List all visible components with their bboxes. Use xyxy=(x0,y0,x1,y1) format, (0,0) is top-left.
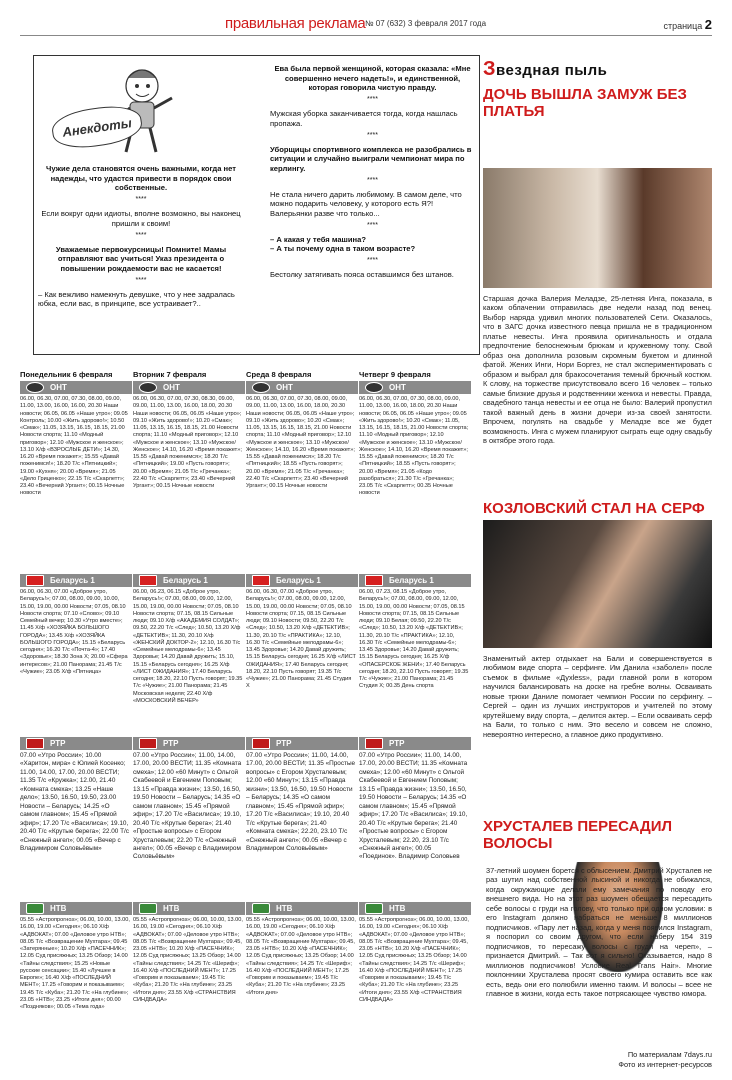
channel-bar-belarus1: Беларусь 1 xyxy=(133,574,245,587)
ntv-logo-icon xyxy=(139,903,157,914)
channel-bar-ntv: НТВ xyxy=(359,902,471,915)
ont-logo-icon xyxy=(139,382,157,393)
jokes-logo: Анекдоты xyxy=(50,102,144,152)
joke-text: Бестолку затягивать пояса оставшимся без штанов. xyxy=(270,270,454,280)
story1-headline: ДОЧЬ ВЫШЛА ЗАМУЖ БЕЗ ПЛАТЬЯ xyxy=(483,86,687,121)
joke-separator: **** xyxy=(367,257,378,265)
ont-logo-icon xyxy=(365,382,383,393)
section-rubric: Звездная пыль xyxy=(483,58,712,80)
joke-separator: **** xyxy=(135,196,147,204)
program-list: 07.00 «Утро России»; 10.00 «Харитон, мира» с Юлией Косенко; 11.00, 14.00, 17.00, 20.00 ВЕСТИ; 11.35 Т/с «Кружка»; 12.00, 21.40 «Комната смеха»; 13.25 «Наше дело»; 13.50, 16.50, 19.50, 23.00 Новости – Беларусь; 14.25 «О самом главном»; 15.45 «Прямой эфир»; 17.20 Т/с «Василиса»; 19.10, 20.40 Т/с «Крутые берега»; 22.00 Т/с «Снежный ангел»; 00.05 «Вечер с Владимиром Соловьёвым» xyxy=(20,752,129,852)
joke-text: Мужская уборка заканчивается тогда, когда нашлась пропажа. xyxy=(270,109,458,128)
jokes-left-column xyxy=(38,164,244,312)
meladze-family-photo xyxy=(483,168,712,288)
page-number: страница 2 xyxy=(663,17,712,32)
joke-separator: **** xyxy=(367,221,378,229)
joke-text: Уборщицы спортивного комплекса не разобрались в ситуации и случайно выиграли чемпионат мира по керлингу. xyxy=(270,144,472,173)
joke-separator: **** xyxy=(367,96,378,104)
newspaper-brand: правильная реклама xyxy=(225,15,366,32)
story3-headline: ХРУСТАЛЕВ ПЕРЕСАДИЛ ВОЛОСЫ xyxy=(483,818,673,853)
rtr-logo-icon xyxy=(365,738,383,749)
tv-program-grid xyxy=(20,370,472,1075)
joke-separator: **** xyxy=(135,231,147,239)
belarus1-logo-icon xyxy=(252,575,270,586)
channel-bar-belarus1: Беларусь 1 xyxy=(246,574,358,587)
channel-bar-rtr: РТР xyxy=(133,737,245,750)
channel-bar-ntv: НТВ xyxy=(20,902,132,915)
jokes-right-column xyxy=(270,64,475,283)
joke-text: Не стала ничего дарить любимому. В самом деле, что можно подарить человеку, у которого есть Я?! Валерьянки разве что только... xyxy=(270,189,462,219)
joke-separator: **** xyxy=(367,176,378,184)
tv-day-column xyxy=(246,370,358,1075)
tv-day-column xyxy=(359,370,471,1075)
day-title: Среда 8 февраля xyxy=(246,370,312,379)
belarus1-logo-icon xyxy=(26,575,44,586)
program-list: 06.00, 06.30, 07.00 «Доброе утро, Беларусь!»; 07.00, 08.00, 09.00, 12.00, 15.00, 19.00, 00.00 Новости; 07.05, 08.10 Новости спорта; 07.15, 08.15 Сильные люди; 09.10 Новости; 09.50, 22.20 Т/с «След»; 10.50, 13.20 Х/ф «ДЕТЕКТИВ»; 11.30, 20.10 Т/с «ПРАКТИКА»; 12.10, 16.30 Т/с «Семейные мелодрамы-6»; 13.45 Здоровье; 14.20 Давай дружить; 15.15 Беларусь сегодня; 16.25 Х/ф «ЛИСТ ОЖИДАНИЯ»; 17.40 Беларусь сегодня; 18.20, 22.10 Пусть говорят; 19.35 Т/с «Чужие»; 21.00 Панорама; 21.45 Студия Х xyxy=(246,589,356,690)
channel-bar-ntv: НТВ xyxy=(133,902,245,915)
joke-text: Уважаемые первокурсницы! Помните! Мамы отправляют вас учиться! Указ президента о повышении рождаемости вас не касается! xyxy=(55,244,227,273)
kozlovsky-photo xyxy=(483,520,712,648)
day-title: Вторник 7 февраля xyxy=(133,370,207,379)
program-list: 07.00 «Утро России»; 11.00, 14.00, 17.00, 20.00 ВЕСТИ; 11.35 «Комната смеха»; 12.00 «60 Минут» с Ольгой Скабеевой и Евгением Поповым; 13.15 «Правда жизни»; 13.50, 16.50, 19.50 Новости – Беларусь; 14.35 «О самом главном»; 15.45 «Прямой эфир»; 17.20 Т/с «Василиса»; 19.10, 20.40 Т/с «Крутые берега»; 21.40 «Простые вопросы» с Егором Хрусталевым; 22.20, 23.10 Т/с «Снежный ангел»; 00.05 «Поединок». Владимир Соловьев xyxy=(359,752,468,861)
story2-headline: КОЗЛОВСКИЙ СТАЛ НА СЕРФ xyxy=(483,500,705,517)
page-header xyxy=(20,10,712,36)
joke-text: Ева была первой женщиной, которая сказала: «Мне совершенно нечего надеть!», и единственной, которая говорила чистую правду. xyxy=(274,64,471,93)
joke-text: Чужие дела становятся очень важными, когда нет надежды, что удастся привести в порядок свои собственные. xyxy=(45,164,236,193)
ntv-logo-icon xyxy=(26,903,44,914)
joke-separator: **** xyxy=(367,131,378,139)
ntv-logo-icon xyxy=(365,903,383,914)
tv-day-column xyxy=(20,370,132,1075)
tv-day-column xyxy=(133,370,245,1075)
joke-text: Если вокруг одни идиоты, вполне возможно, вы наконец пришли к своим! xyxy=(41,209,241,228)
program-list: 05.55 «Астропрогноз»; 06.00, 10.00, 13.00, 16.00, 19.00 «Сегодня»; 06.10 Х/ф «АДВОКАТ»; 07.00 «Деловое утро НТВ»; 08.05 Т/с «Возвращение Мухтара»; 09.45, 23.05 «НТВ»; 10.20 Х/ф «ПАСЕЧНИК»; 12.05 Суд присяжных; 13.25 Обзор; 14.00 «Тайны следствия»; 14.25 Т/с «Шериф»; 16.40 Х/ф «ПОСЛЕДНИЙ МЕНТ»; 17.25 «Говорим и показываем»; 19.45 Т/с «Куба»; 21.20 Т/с «На глубине»; 23.25 «Итоги дня»; 23.55 Х/ф «СТРАНСТВИЯ СИНДБАДА» xyxy=(133,917,243,1003)
story2-text: Знаменитый актер отдыхает на Бали и совершенствуется в любимом виде спорта – серфинге. Им Данила «заболел» после съемок в фильме «Духless», ради главной роли в котором научился балансировать на доске на гребне волны. Осваивать новые трюки Даниле помогает чемпион России по серфингу. – Сергей – один из лучших инструкторов и учителей по этому крутейшему виду спорта, – делится актер. – Если осваивать серф на Бали, то только с ним. Это весело и совсем не сложно, невероятно интересно, а главное дико продуктивно. xyxy=(483,654,712,739)
program-list: 06.00, 06.30, 07.00, 07.30, 08.00, 09.00, 09.00, 11.00, 13.00, 16.00, 18.00, 20.30 Наши новости; 06.05, 06.05 «Наше утро»; 09.10 «Жить здорово»; 10.20 «Смак»; 11.05, 13.15, 16.15, 18.15, 21.00 Новости спорта; 11.10 «Модный приговор»; 12.10 «Мужское и женское»; 13.10 «Мужское/Женское»; 14.10, 16.20 «Время покажет»; 15.55 «Давай поженимся»; 18.20 Т/с «Пятницкий»; 18.55 «Пусть говорят»; 20.00 «Время»; 21.05 Т/с «Гречанка»; 22.40 Т/с «Скарлетт»; 23.40 «Вечерний Ургант»; 00.15 Ночные новости xyxy=(246,396,355,490)
program-list: 07.00 «Утро России»; 11.00, 14.00, 17.00, 20.00 ВЕСТИ; 11.35 «Комната смеха»; 12.00 «60 Минут» с Ольгой Скабеевой и Евгением Поповым; 13.15 «Правда жизни»; 13.50, 16.50, 19.50 Новости – Беларусь; 14.35 «О самом главном»; 15.45 «Прямой эфир»; 17.20 Т/с «Василиса»; 19.10, 20.40 Т/с «Крутые берега»; 21.40 «Простые вопросы» с Егором Хрусталевым; 22.20 Т/с «Снежный ангел»; 00.05 «Вечер с Владимиром Соловьёвым» xyxy=(133,752,242,861)
rtr-logo-icon xyxy=(26,738,44,749)
channel-bar-belarus1: Беларусь 1 xyxy=(20,574,132,587)
belarus1-logo-icon xyxy=(139,575,157,586)
rtr-logo-icon xyxy=(252,738,270,749)
joke-text: – А ты почему одна в таком возрасте? xyxy=(270,244,416,254)
program-list: 06.00, 06.30, 07.00, 07.30, 08.30, 09.00, 09.00, 11.00, 13.00, 16.00, 18.00, 20.30 Наши новости; 06.05, 06.05 «Наше утро»; 09.10 «Жить здорово!»; 10.20 «Смак»; 11.05, 13.15, 16.15, 18.15, 21.00 Новости спорта; 11.10 «Модный приговор»; 12.10 «Мужское и женское»; 13.10 «Мужское/Женское»; 14.10, 16.20 «Время покажет»; 15.55 «Давай поженимся»; 18.20 Т/с «Пятницкий»; 19.00 «Пусть говорят»; 20.00 «Время»; 21.05 Т/с «Гречанка»; 22.40 Т/с «Скарлетт»; 23.40 «Вечерний Ургант»; 00.15 Ночные новости xyxy=(133,396,242,490)
program-list: 05.55 «Астропрогноз»; 06.00, 10.00, 13.00, 16.00, 19.00 «Сегодня»; 06.10 Х/ф «АДВОКАТ»; 07.00 «Деловое утро НТВ»; 08.05 Т/с «Возвращение Мухтара»; 09.45 «Затерянные»; 10.20 Х/ф «ПАСЕЧНИК»; 12.05 Суд присяжных; 13.25 Обзор; 14.00 «Тайны следствия»; 15.25 «Новые русские сенсации»; 15.40 «Лучшее в Европе»; 16.40 Х/ф «ПОСЛЕДНИЙ МЕНТ»; 17.25 «Говорим и показываем»; 19.45 Т/с «Куба»; 21.20 Т/с «На глубине»; 23.05 «НТВ»; 23.25 «Итоги дня»; 00.00 «Поздняков»; 00.05 «Тема года» xyxy=(20,917,130,1011)
channel-bar-ntv: НТВ xyxy=(246,902,358,915)
rtr-logo-icon xyxy=(139,738,157,749)
story3-text: 37-летний шоумен борется с облысением. Дмитрий Хрусталев не раз шутил над собственной лысиной и никогда не обижался, когда окружающие делали ему замечания по поводу его внешнего вида. Но на этот раз шоумен обещается пересадить себе волосы с груди на голову, что только при одном условии: в его Instagram должно набраться не меньше 8 миллионов подписчиков. «Пару лет назад, когда у меня появился Instagram, я поспорил со своим другом, что если наберу 154 319 подписчиков, то пересажу волосы с груди на череп», – признается Дмитрий. – Так вот я сильно! Оказывается, надо 8 миллионов подписчиков! Условие Real Trans Hair». Многие поклонники Хрусталева просят своего кумира оставить все как есть, ведь они его полюбили именно таким. И волосы – всее не главное в жизни, когда есть такое потрясающее чувство юмора. xyxy=(486,866,712,999)
channel-bar-ont: ОНТ xyxy=(20,381,132,394)
day-title: Четверг 9 февраля xyxy=(359,370,431,379)
joke-separator: **** xyxy=(135,276,147,284)
channel-bar-belarus1: Беларусь 1 xyxy=(359,574,471,587)
issue-info: № 07 (632) 3 февраля 2017 года xyxy=(365,19,487,28)
program-list: 06.00, 07.23, 08.15 «Доброе утро, Беларусь!»; 07.00, 08.00, 09.00, 12.00, 15.00, 19.00, 00.00 Новости; 07.05, 08.15 Новости спорта; 07.15, 08.15 Сильные люди; 09.10 Белая; 09.50, 22.20 Т/с «След»; 10.50, 13.20 Х/ф «ДЕТЕКТИВ»; 11.30, 20.10 Т/с «ПРАКТИКА»; 12.10, 16.30 Т/с «Семейные мелодрамы-6»; 13.45 Здоровье; 14.20 Давай дружить; 15.15 Беларусь сегодня; 16.25 Х/ф «ОПАСЕРСКОЕ ЖЕНИ»; 17.40 Беларусь сегодня; 18.20, 22.10 Пусть говорят; 19.35 Т/с «Чужие»; 21.00 Панорама; 21.45 Студия Х; 00.35 День спорта xyxy=(359,589,469,690)
program-list: 06.00, 06.30, 07.00, 07.30, 08.00, 09.00, 11.00, 13.00, 16.00, 18.00, 20.30 Наши новости; 06.05, 06.05 «Наше утро»; 09.05 «Жить здорово!»; 10.20 «Смак»; 11.05, 13.15, 16.15, 18.15, 21.00 Новости спорта; 11.10 «Модный приговор»; 12.10 «Мужское и женское»; 13.10 «Мужское/Женское»; 14.10, 16.20 «Время покажет»; 15.55 «Давай поженимся»; 18.20 Т/с «Пятницкий»; 18.55 «Пусть говорят»; 20.00 «Время»; 21.05 «Кодо разобраться»; 21.30 Т/с «Гречанка»; 23.05 Т/с «Скарлетт»; 00.35 Ночные новости xyxy=(359,396,469,497)
channel-bar-rtr: РТР xyxy=(20,737,132,750)
channel-bar-rtr: РТР xyxy=(246,737,358,750)
program-list: 06.00, 06.30, 07.00, 07.30, 08.00, 09.00, 11.00, 13.00, 16.00, 16.00, 20.30 Наши новости; 06.05, 06.05 «Наше утро»; 09.05 Контроль; 10.00 «Жить здорово!»; 10.50 «Смак»; 11.05, 13.15, 16.15, 18.15, 21.00 Новости спорта; 11.10 «Модный приговор»; 12.10 «Мужское и женское»; 13.10 Х/ф «ВЗРОСЛЫЕ ДЕТИ»; 14.30, 16.20 «Время покажет»; 15.55 «Давай поженимся!»; 18.20 Т/с «Пятницкий»; 19.00 «Кухня»; 20.00 «Время»; 21.05 «Дело Гриценко»; 22.15 Т/с «Скарлетт»; 23.40 «Вечерний Ургант»; 00.15 Ночные новости xyxy=(20,396,128,497)
ntv-logo-icon xyxy=(252,903,270,914)
program-list: 05.55 «Астропрогноз»; 06.00, 10.00, 13.00, 16.00, 19.00 «Сегодня»; 06.10 Х/ф «АДВОКАТ»; 07.00 «Деловое утро НТВ»; 08.05 Т/с «Возвращение Мухтара»; 09.45, 23.05 «НТВ»; 10.20 Х/ф «ПАСЕЧНИК»; 12.05 Суд присяжных; 13.25 Обзор; 14.00 «Тайны следствия»; 14.25 Т/с «Шериф»; 16.40 Х/ф «ПОСЛЕДНИЙ МЕНТ»; 17.25 «Говорим и показываем»; 19.45 Т/с «Куба»; 21.20 Т/с «На глубине»; 23.25 «Итоги дня»; 23.55 Х/ф «СТРАНСТВИЯ СИНДБАДА» xyxy=(359,917,469,1003)
ont-logo-icon xyxy=(26,382,44,393)
belarus1-logo-icon xyxy=(365,575,383,586)
program-list: 06.00, 06.30, 07.00 «Доброе утро, Беларусь!»; 07.00, 08.00, 09.00, 10.00, 15.00, 19.00, 00.00 Новости; 07.05, 08.10 Новости спорта; 07.10 «Слово»; 09.10 Семейный вечер; 10.30 «Утро вместе»; 11.45 Х/ф «ХОЗЯЙКА БОЛЬШОГО ГОРОДА»; 13.45 Х/ф «ХОЗЯЙКА БОЛЬШОГО ГОРОДА»; 15.15 «Беларусь сегодня»; 16.20 Т/с «Почта-4»; 17.40 «Здоровье»; 18.30 Зона Х; 20.00 «Сфера интересов»; 21.00 Панорама; 21.45 Т/с «Чужие»; 23.05 Х/ф «Пятница» xyxy=(20,589,128,675)
program-list: 05.55 «Астропрогноз»; 06.00, 10.00, 13.00, 16.00, 19.00 «Сегодня»; 06.10 Х/ф «АДВОКАТ»; 07.00 «Деловое утро НТВ»; 08.05 Т/с «Возвращение Мухтара»; 09.45, 23.05 «НТВ»; 10.20 Х/ф «ПАСЕЧНИК»; 12.05 Суд присяжных; 13.25 Обзор; 14.00 «Тайны следствия»; 14.25 Т/с «Шериф»; 16.40 Х/ф «ПОСЛЕДНИЙ МЕНТ»; 17.25 «Говорим и показываем»; 19.45 Т/с «Куба»; 21.20 Т/с «На глубине»; 23.25 «Итоги дня» xyxy=(246,917,356,996)
jokes-box xyxy=(33,55,480,355)
channel-bar-ont: ОНТ xyxy=(246,381,358,394)
source-credit: По материалам 7days.ru Фото из интернет-ресурсов xyxy=(618,1050,712,1069)
channel-bar-rtr: РТР xyxy=(359,737,471,750)
program-list: 07.00 «Утро России»; 11.00, 14.00, 17.00, 20.00 ВЕСТИ; 11.35 «Простые вопросы» с Егором Хрусталевым; 12.00 «60 Минут»; 13.15 «Правда жизни»; 13.50, 16.50, 19.50 Новости – Беларусь; 14.35 «О самом главном»; 15.45 «Прямой эфир»; 17.20 Т/с «Василиса»; 19.10, 20.40 Т/с «Крутые берега»; 21.40 «Комната смеха»; 22.20, 23.10 Т/с «Снежный ангел»; 00.05 «Вечер с Владимиром Соловьёвым» xyxy=(246,752,356,852)
ont-logo-icon xyxy=(252,382,270,393)
channel-bar-ont: ОНТ xyxy=(359,381,471,394)
program-list: 06.00, 06.23, 06.15 «Доброе утро, Беларусь!»; 07.00, 08.00, 09.00, 12.00, 15.00, 19.00, 00.00 Новости; 07.05, 08.10 Новости спорта; 07.15, 08.15 Сильные люди; 09.10 Х/ф «АКАДЕМИЯ СОЛДАТ»; 09.50, 22.20 Т/с «След»; 10.50, 13.20 Х/ф «ДЕТЕКТИВ»; 11.30, 20.10 Х/ф «ЖЕНСКИЙ ДОКТОР-2»; 12.10, 16.30 Т/с «Семейные мелодрамы-6»; 13.45 Здоровье; 14.20 Давай дружить; 15.10, 15.15 «Беларусь сегодня»; 16.25 Х/ф «ЛИСТ ОЖИДАНИЯ»; 17.40 Беларусь сегодня; 18.20, 22.10 Пусть говорят; 19.35 Т/с «Чужие»; 21.00 Панорама; 21.45 Московская неделя; 22.40 Х/ф «МОСКОВСКИЙ ВЕЧЕР» xyxy=(133,589,243,704)
joke-text: – Как вежливо намекнуть девушке, что у нее задралась юбка, если вас, в принципе, все устраивает?.. xyxy=(38,289,235,309)
story1-text: Старшая дочка Валерия Меладзе, 25-летняя Инга, показала, в каком облачении отправилась две недели назад под венец. Выбор наряда удивил многих пользователей Сети. Оказалось, что в ЗАГС дочка известного певца пришла не в традиционном платье невесты. Инга проявила оригинальность и отдала предпочтение белоснежным брюкам и кружевному топу. Свой образ она дополнила розовым скромным букетом и длинной фатой. Жених Инги, Нори Боргез, не стал экспериментировать с образом и выбрал для бракосочетания темный брючный костюм. К слову, на торжестве присутствовало всего 16 человек – только самые близкие друзья и родственники жениха и невесты. Правда, свадебного танца невесты и ее отца не было: Валерий пропустил такой важный день в жизни дочери из-за своей занятости. Впрочем, погулять на свадьбе у Меладзе все же будет возможность. Инга с мужем планируют сыграть еще одну свадьбу в октябре этого года. xyxy=(483,294,712,446)
day-title: Понедельник 6 февраля xyxy=(20,370,113,379)
channel-bar-ont: ОНТ xyxy=(133,381,245,394)
joke-text: – А какая у тебя машина? xyxy=(270,234,367,244)
